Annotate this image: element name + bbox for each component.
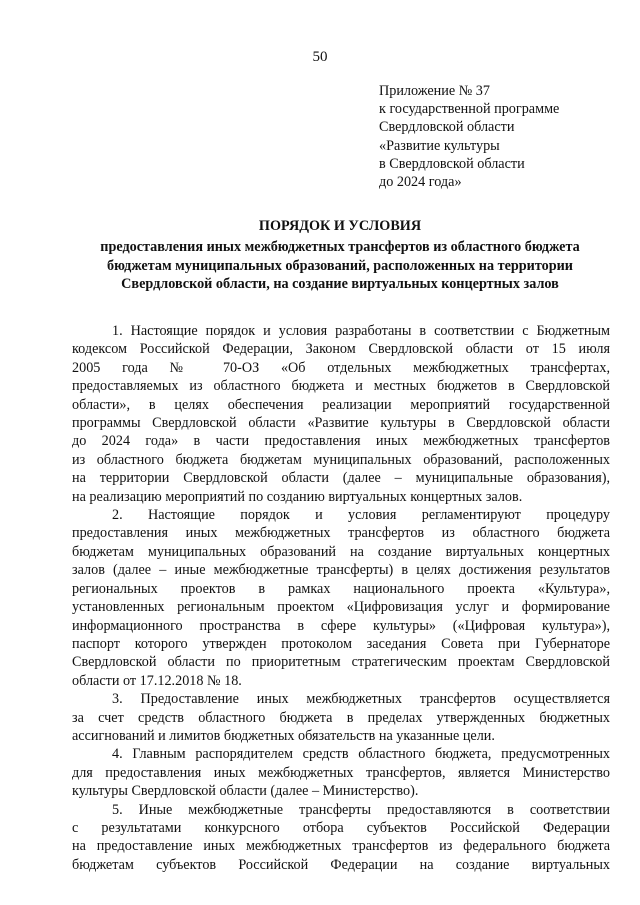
paragraph-line: области», в целях обеспечения реализации мероприятий государственной (72, 396, 610, 413)
paragraph-line: 4. Главным распорядителем средств областного бюджета, предусмотренных (112, 746, 610, 763)
paragraph (72, 801, 610, 875)
document-subtitle (70, 238, 610, 294)
document-body (72, 322, 610, 874)
page-number: 50 (312, 49, 328, 65)
paragraph-line: для предоставления иных межбюджетных трансфертов, является Министерство (72, 764, 610, 781)
paragraph-line: на реализацию мероприятий по созданию виртуальных концертных залов. (72, 488, 523, 505)
paragraph-line: с результатами конкурсного отбора субъектов Российской Федерации (72, 819, 610, 836)
paragraph-line: 2. Настоящие порядок и условия регламентируют процедуру (112, 507, 610, 524)
paragraph-line: Свердловской области по приоритетным стратегическим проектам Свердловской (72, 654, 610, 671)
paragraph-line: 5. Иные межбюджетные трансферты предоставляются в соответствии (112, 801, 610, 818)
paragraph-line: информационного пространства в сфере культуры» («Цифровая культура»), (72, 617, 610, 634)
paragraph-line: ассигнований и лимитов бюджетных обязательств на указанные цели. (72, 727, 495, 744)
paragraph-line: залов (далее – иные межбюджетные трансферты) в целях достижения результатов (72, 562, 610, 579)
paragraph-line: бюджетам субъектов Российской Федерации на создание виртуальных (72, 856, 610, 873)
subtitle-line: бюджетам муниципальных образований, расположенных на территории (107, 257, 573, 274)
paragraph (72, 690, 610, 745)
paragraph-line: установленных региональным проектом «Цифровизация услуг и формирование (72, 599, 610, 616)
paragraph-line: за счет средств областного бюджета в пределах утвержденных бюджетных (72, 709, 610, 726)
paragraph (72, 322, 610, 506)
appendix-line: до 2024 года» (379, 174, 462, 191)
paragraph-line: 1. Настоящие порядок и условия разработаны в соответствии с Бюджетным (112, 323, 610, 339)
paragraph (72, 506, 610, 690)
paragraph-line: области от 17.12.2018 № 18. (72, 672, 242, 689)
paragraph-line: культуры Свердловской области (далее – Министерство). (72, 783, 419, 800)
subtitle-line: Свердловской области, на создание виртуальных концертных залов (121, 276, 559, 292)
appendix-line: к государственной программе (379, 101, 560, 118)
appendix-line: Свердловской области (379, 119, 515, 136)
subtitle-line: предоставления иных межбюджетных трансфертов из областного бюджета (100, 239, 580, 255)
document-title: ПОРЯДОК И УСЛОВИЯ (258, 218, 422, 234)
paragraph-line: кодексом Российской Федерации, Законом Свердловской области от 15 июля (72, 341, 610, 358)
paragraph-line: бюджетам муниципальных образований на создание виртуальных концертных (72, 543, 610, 560)
appendix-block (379, 82, 619, 191)
paragraph-line: предоставления иных межбюджетных трансфертов из областного бюджета (72, 525, 610, 542)
paragraph-line: 2005 года № 70-ОЗ «Об отдельных межбюджетных трансфертах, (72, 359, 610, 376)
appendix-line: в Свердловской области (379, 155, 525, 172)
paragraph (72, 745, 610, 800)
paragraph-line: на предоставление иных межбюджетных трансфертов из федерального бюджета (72, 838, 610, 855)
paragraph-line: программы Свердловской области «Развитие культуры в Свердловской области (72, 415, 610, 432)
paragraph-line: паспорт которого утвержден протоколом заседания Совета при Губернаторе (72, 635, 610, 652)
appendix-line: «Развитие культуры (379, 137, 500, 154)
paragraph-line: до 2024 года» в части предоставления иных межбюджетных трансфертов (72, 433, 610, 450)
appendix-line: Приложение № 37 (379, 83, 490, 99)
paragraph-line: 3. Предоставление иных межбюджетных трансфертов осуществляется (112, 691, 610, 708)
paragraph-line: предоставляемых из областного бюджета и местных бюджетов в Свердловской (72, 378, 610, 395)
paragraph-line: на территории Свердловской области (далее – муниципальные образования), (72, 470, 610, 487)
paragraph-line: из областного бюджета бюджетам муниципальных образований, расположенных (72, 451, 610, 468)
paragraph-line: региональных проектов в рамках национального проекта «Культура», (72, 580, 610, 597)
